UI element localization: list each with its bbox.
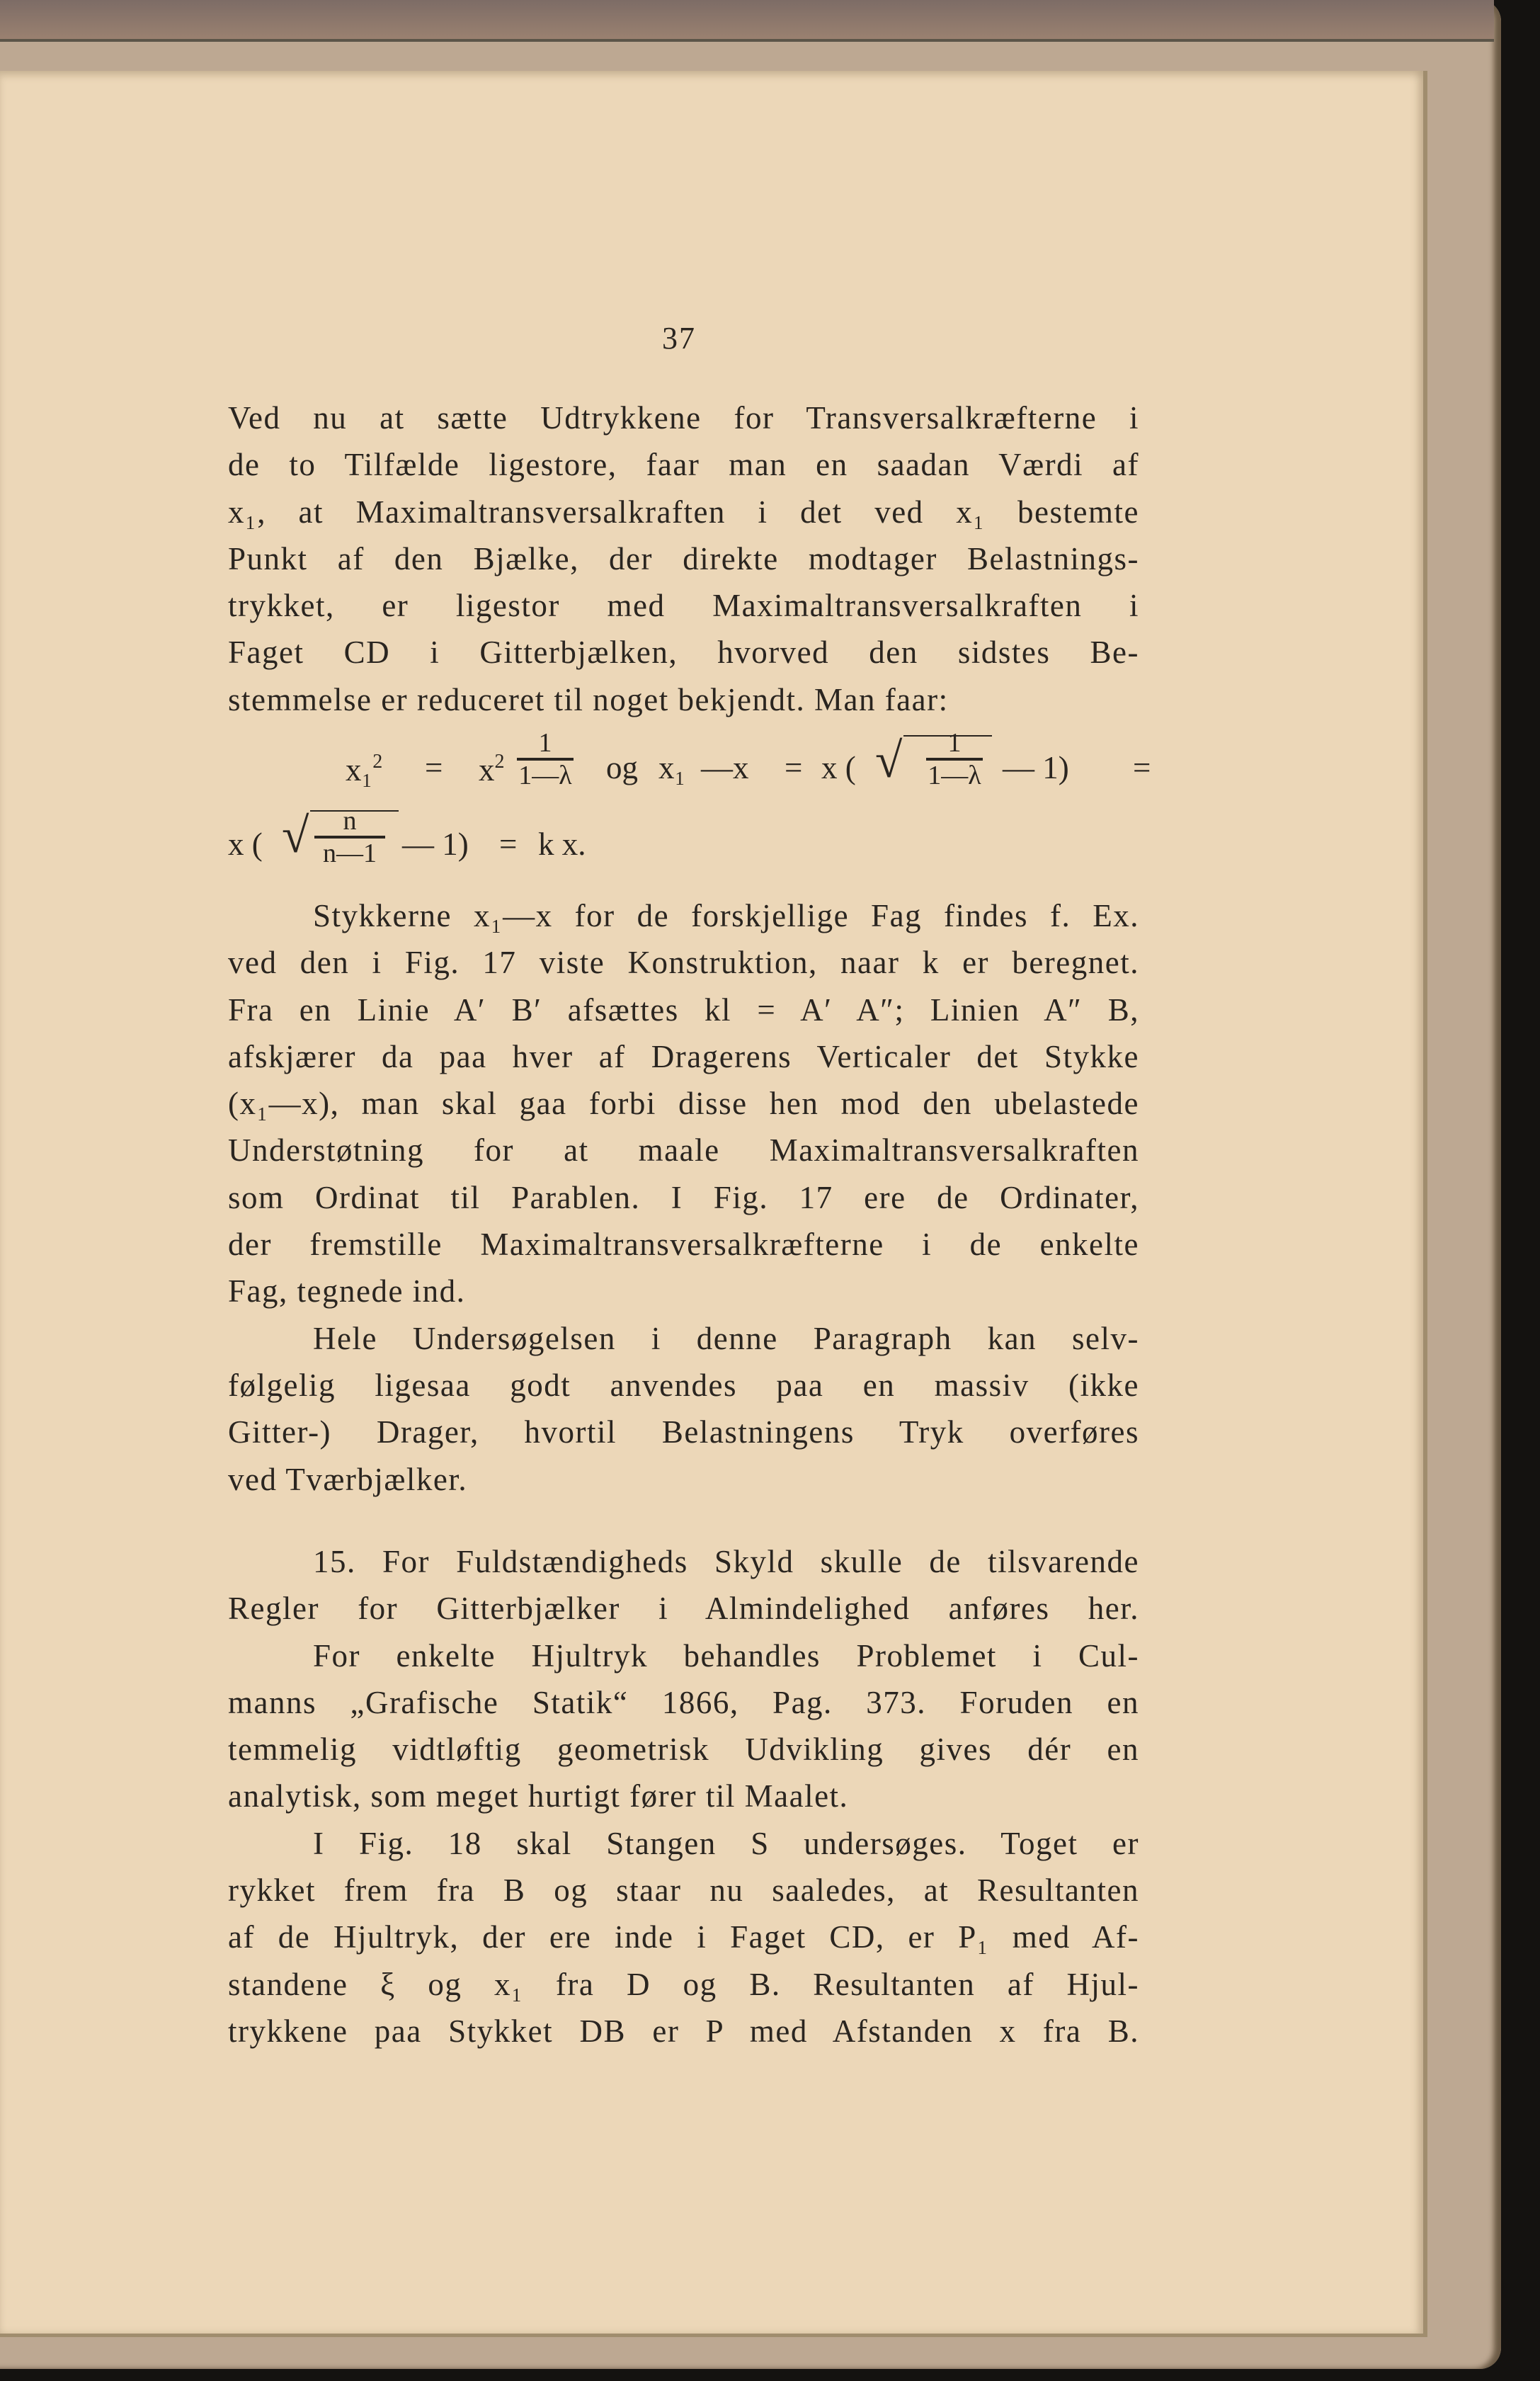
text-line: følgelig ligesaa godt anvendes paa en massiv (ikke (228, 1367, 1139, 1403)
text-line: analytisk, som meget hurtigt fører til Maalet. (228, 1778, 849, 1814)
paragraph-1 (228, 394, 1139, 723)
formula-exponent: 2 (494, 751, 505, 773)
text-line: manns „Grafische Statik“ 1866, Pag. 373. Foruden en (228, 1684, 1139, 1720)
text-line: Ved nu at sætte Udtrykkene for Transversalkræfterne i (228, 400, 1139, 436)
formula-equals: = (499, 826, 518, 862)
fraction-denominator: 1—λ (518, 761, 572, 790)
formula-var (479, 752, 505, 786)
text-line: Hele Undersøgelsen i denne Paragraph kan selv- (313, 1320, 1139, 1356)
formula-var: x₁ (658, 750, 686, 785)
text-line: standene ξ og x₁ fra D og B. Resultanten af Hjul- (228, 1966, 1139, 2002)
page-number: 37 (662, 321, 696, 356)
text-line: rykket frem fra B og staar nu saaledes, at Resultanten (228, 1873, 1139, 1909)
text-line: Punkt af den Bjælke, der direkte modtager Belastnings- (228, 540, 1139, 576)
text-line: som Ordinat til Parablen. I Fig. 17 ere de Ordinater, (228, 1179, 1139, 1215)
formula-fraction (314, 807, 385, 867)
formula-fraction (926, 729, 983, 789)
text-line: Fag, tegnede ind. (228, 1273, 466, 1309)
formula-fraction (517, 729, 574, 789)
text-line: ved Tværbjælker. (228, 1461, 468, 1497)
text-line: de to Tilfælde ligestore, faar man en saadan Værdi af (228, 447, 1139, 483)
text-line: Regler for Gitterbjælker i Almindelighed anføres her. (228, 1591, 1139, 1627)
text-line: x₁, at Maximaltransversalkraften i det ved x₁ bestemte (228, 494, 1139, 530)
text-line: der fremstille Maximaltransversalkræfterne i de enkelte (228, 1227, 1139, 1263)
fraction-numerator: 1 (926, 729, 983, 761)
text-line: trykket, er ligestor med Maximaltransversalkraften i (228, 588, 1139, 624)
formula-equals: = (1133, 750, 1151, 785)
sqrt-icon: √ (282, 809, 309, 863)
formula-equals: = (425, 750, 443, 785)
text-line: (x₁—x), man skal gaa forbi disse hen mod den ubelastede (228, 1086, 1139, 1122)
formula-var: x₁ (346, 752, 373, 788)
formula-exponent: 2 (372, 751, 383, 773)
formula-x-open: x ( (228, 826, 263, 862)
text-line: 15. For Fuldstændigheds Skyld skulle de tilsvarende (313, 1544, 1139, 1579)
fraction-numerator: n (314, 807, 385, 839)
paragraph-3 (228, 1538, 1139, 2055)
formula-lhs (346, 752, 382, 786)
formula-equals: = (785, 750, 803, 785)
formula-result: k x. (538, 826, 586, 862)
text-line: stemmelse er reduceret til noget bekjendt. Man faar: (228, 681, 949, 717)
fraction-denominator: n—1 (323, 839, 377, 868)
text-line: afskjærer da paa hver af Dragerens Verticaler det Stykke (228, 1038, 1139, 1074)
sqrt-icon: √ (875, 734, 903, 788)
book-cover-top-edge (0, 0, 1494, 42)
formula-minus-x: —x (701, 750, 749, 785)
text-line: af de Hjultryk, der ere inde i Faget CD, er P₁ med Af- (228, 1919, 1139, 1955)
formula-og: og (606, 750, 638, 785)
fraction-numerator: 1 (517, 729, 574, 761)
text-line: ved den i Fig. 17 viste Konstruktion, naar k er beregnet. (228, 945, 1139, 981)
formula-x-open: x ( (821, 750, 856, 785)
formula-minus-one: — 1) (1003, 750, 1069, 785)
formula-minus-one: — 1) (402, 826, 469, 862)
text-line: For enkelte Hjultryk behandles Problemet i Cul- (313, 1637, 1139, 1673)
text-line: trykkene paa Stykket DB er P med Afstanden x fra B. (228, 2013, 1139, 2049)
text-line: Gitter-) Drager, hvortil Belastningens Tryk overføres (228, 1414, 1139, 1450)
text-line: temmelig vidtløftig geometrisk Udvikling gives dér en (228, 1732, 1139, 1768)
text-line: Understøtning for at maale Maximaltransversalkraften (228, 1132, 1139, 1169)
text-line: Fra en Linie A′ B′ afsættes kl = A′ A″; Linien A″ B, (228, 991, 1139, 1028)
text-line: I Fig. 18 skal Stangen S undersøges. Toget er (313, 1825, 1139, 1861)
text-line: Faget CD i Gitterbjælken, hvorved den sidstes Be- (228, 635, 1139, 671)
text-line: Stykkerne x₁—x for de forskjellige Fag findes f. Ex. (313, 898, 1139, 933)
fraction-denominator: 1—λ (928, 761, 981, 790)
formula-var-x: x (479, 752, 495, 788)
paragraph-2 (228, 892, 1139, 1503)
